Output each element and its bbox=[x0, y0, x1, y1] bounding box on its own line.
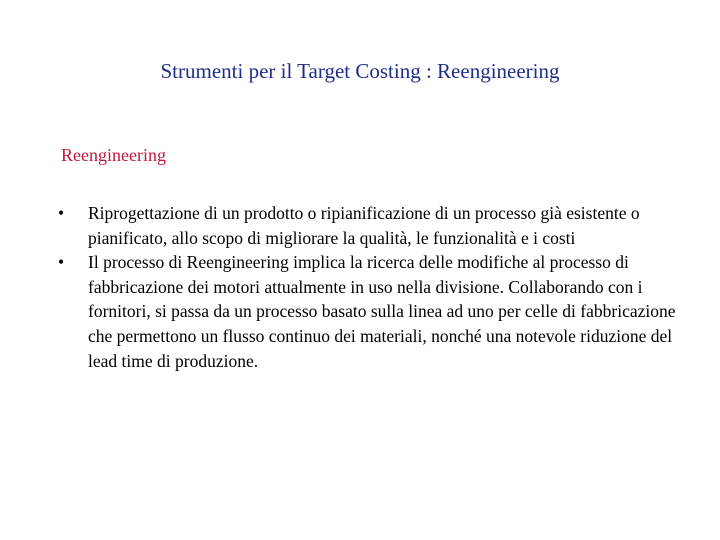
bullet-item bbox=[56, 201, 676, 250]
bullet-list bbox=[56, 201, 676, 373]
bullet-item bbox=[56, 250, 676, 373]
bullet-icon: • bbox=[58, 252, 65, 273]
bullet-text: Riprogettazione di un prodotto o ripianificazione di un processo già esistente o pianificato, allo scopo di migliorare la qualità, le funzionalità e i costi bbox=[88, 203, 640, 248]
bullet-icon: • bbox=[58, 203, 65, 223]
section-heading: Reengineering bbox=[61, 145, 166, 165]
slide-title: Strumenti per il Target Costing : Reengineering bbox=[160, 59, 560, 83]
bullet-text: Il processo di Reengineering implica la ricerca delle modifiche al processo di fabbricazione dei motori attualmente in uso nella divisione. Collaborando con i fornitori, si passa da un processo basato sulla linea ad uno per celle di fabbricazione che permettono un flusso continuo dei materiali, nonché una notevole riduzione del lead time di produzione. bbox=[88, 252, 676, 371]
